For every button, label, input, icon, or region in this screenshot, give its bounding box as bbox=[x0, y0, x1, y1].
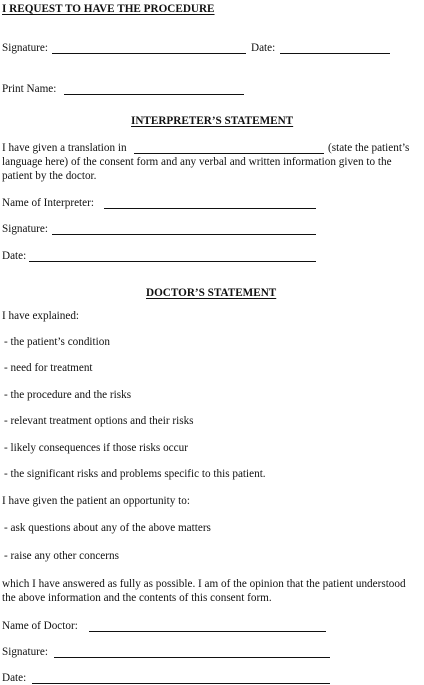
doctor-signature-line[interactable] bbox=[54, 657, 330, 658]
request-heading: I REQUEST TO HAVE THE PROCEDURE bbox=[2, 3, 215, 15]
explained-item: - the significant risks and problems specific to this patient. bbox=[4, 468, 266, 480]
explained-item: - need for treatment bbox=[4, 362, 93, 374]
opportunity-item: - ask questions about any of the above matters bbox=[4, 522, 211, 534]
explained-item: - relevant treatment options and their risks bbox=[4, 415, 194, 427]
interpreter-statement-line3: patient by the doctor. bbox=[2, 170, 97, 182]
explained-intro: I have explained: bbox=[2, 310, 80, 322]
opportunity-item: - raise any other concerns bbox=[4, 550, 119, 562]
print-name-line[interactable] bbox=[64, 94, 244, 95]
doctor-signature-label: Signature: bbox=[2, 646, 48, 658]
request-date-label: Date: bbox=[251, 42, 276, 54]
print-name-label: Print Name: bbox=[2, 83, 57, 95]
request-signature-line[interactable] bbox=[52, 53, 246, 54]
interpreter-signature-line[interactable] bbox=[52, 234, 316, 235]
doctor-heading: DOCTOR’S STATEMENT bbox=[146, 287, 277, 299]
translation-language-line[interactable] bbox=[134, 153, 324, 154]
request-signature-label: Signature: bbox=[2, 42, 48, 54]
doctor-date-label: Date: bbox=[2, 672, 27, 684]
interpreter-statement-line2: language here) of the consent form and any verbal and written information given to the bbox=[2, 156, 392, 168]
interpreter-signature-label: Signature: bbox=[2, 223, 48, 235]
request-date-line[interactable] bbox=[280, 53, 390, 54]
closing-line-1: which I have answered as fully as possible. I am of the opinion that the patient understood bbox=[2, 578, 406, 590]
interpreter-date-label: Date: bbox=[2, 250, 27, 262]
explained-item: - the procedure and the risks bbox=[4, 389, 132, 401]
explained-item: - the patient’s condition bbox=[4, 336, 110, 348]
opportunity-intro: I have given the patient an opportunity to: bbox=[2, 495, 190, 507]
interpreter-statement-part2: (state the patient’s bbox=[328, 142, 410, 154]
interpreter-date-line[interactable] bbox=[29, 261, 316, 262]
doctor-name-label: Name of Doctor: bbox=[2, 620, 78, 632]
interpreter-statement-part1: I have given a translation in bbox=[2, 142, 127, 154]
doctor-name-line[interactable] bbox=[89, 631, 326, 632]
interpreter-name-line[interactable] bbox=[104, 208, 316, 209]
explained-item: - likely consequences if those risks occur bbox=[4, 442, 188, 454]
interpreter-heading: INTERPRETER’S STATEMENT bbox=[131, 115, 294, 127]
interpreter-name-label: Name of Interpreter: bbox=[2, 197, 94, 209]
closing-line-2: the above information and the contents of this consent form. bbox=[2, 592, 272, 604]
doctor-date-line[interactable] bbox=[32, 683, 330, 684]
